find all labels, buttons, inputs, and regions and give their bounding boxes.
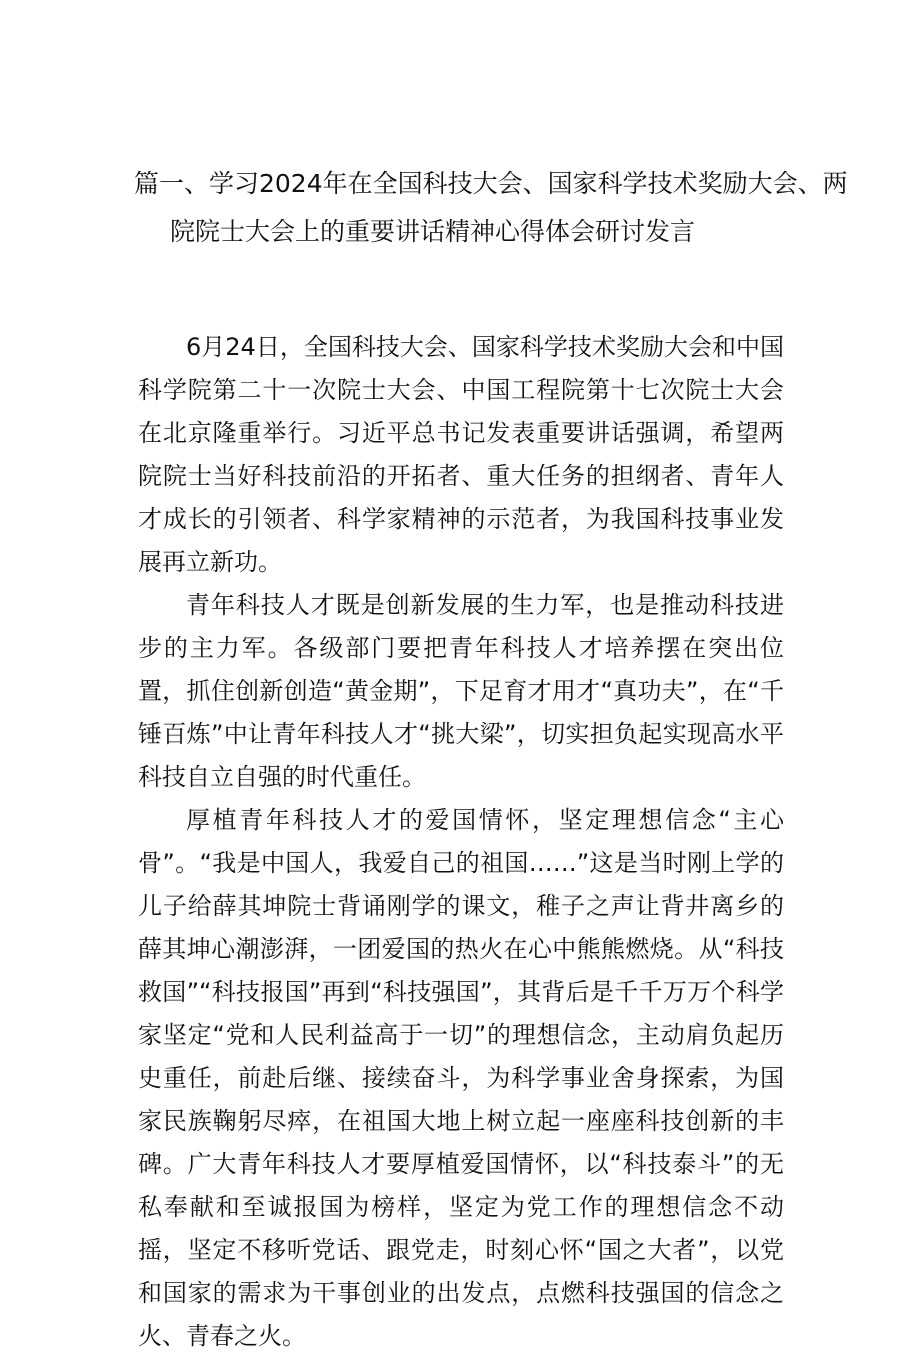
document-body bbox=[138, 326, 784, 1358]
title-line-1: 篇一、学习2024年在全国科技大会、国家科学技术奖励大会、两 bbox=[134, 169, 848, 198]
title-line-2: 院院士大会上的重要讲话精神心得体会研讨发言 bbox=[170, 217, 696, 246]
paragraph-2: 青年科技人才既是创新发展的生力军，也是推动科技进步的主力军。各级部门要把青年科技人才培养摆在突出位置，抓住创新创造“黄金期”，下足育才用才“真功夫”，在“千锤百炼”中让青年科技人才“挑大梁”，切实担负起实现高水平科技自立自强的时代重任。 bbox=[138, 591, 784, 791]
document-title bbox=[134, 160, 848, 256]
paragraph-3: 厚植青年科技人才的爱国情怀，坚定理想信念“主心骨”。“我是中国人，我爱自己的祖国……”这是当时刚上学的儿子给薛其坤院士背诵刚学的课文，稚子之声让背井离乡的薛其坤心潮澎湃，一团爱国的热火在心中熊熊燃烧。从“科技救国”“科技报国”再到“科技强国”，其背后是千千万万个科学家坚定“党和人民利益高于一切”的理想信念，主动肩负起历史重任，前赴后继、接续奋斗，为科学事业舍身探索，为国家民族鞠躬尽瘁，在祖国大地上树立起一座座科技创新的丰碑。广大青年科技人才要厚植爱国情怀，以“科技泰斗”的无私奉献和至诚报国为榜样，坚定为党工作的理想信念不动摇，坚定不移听党话、跟党走，时刻心怀“国之大者”，以党和国家的需求为干事创业的出发点，点燃科技强国的信念之火、青春之火。 bbox=[138, 806, 784, 1350]
paragraph-1: 6月24日，全国科技大会、国家科学技术奖励大会和中国科学院第二十一次院士大会、中国工程院第十七次院士大会在北京隆重举行。习近平总书记发表重要讲话强调，希望两院院士当好科技前沿的开拓者、重大任务的担纲者、青年人才成长的引领者、科学家精神的示范者，为我国科技事业发展再立新功。 bbox=[138, 333, 784, 576]
